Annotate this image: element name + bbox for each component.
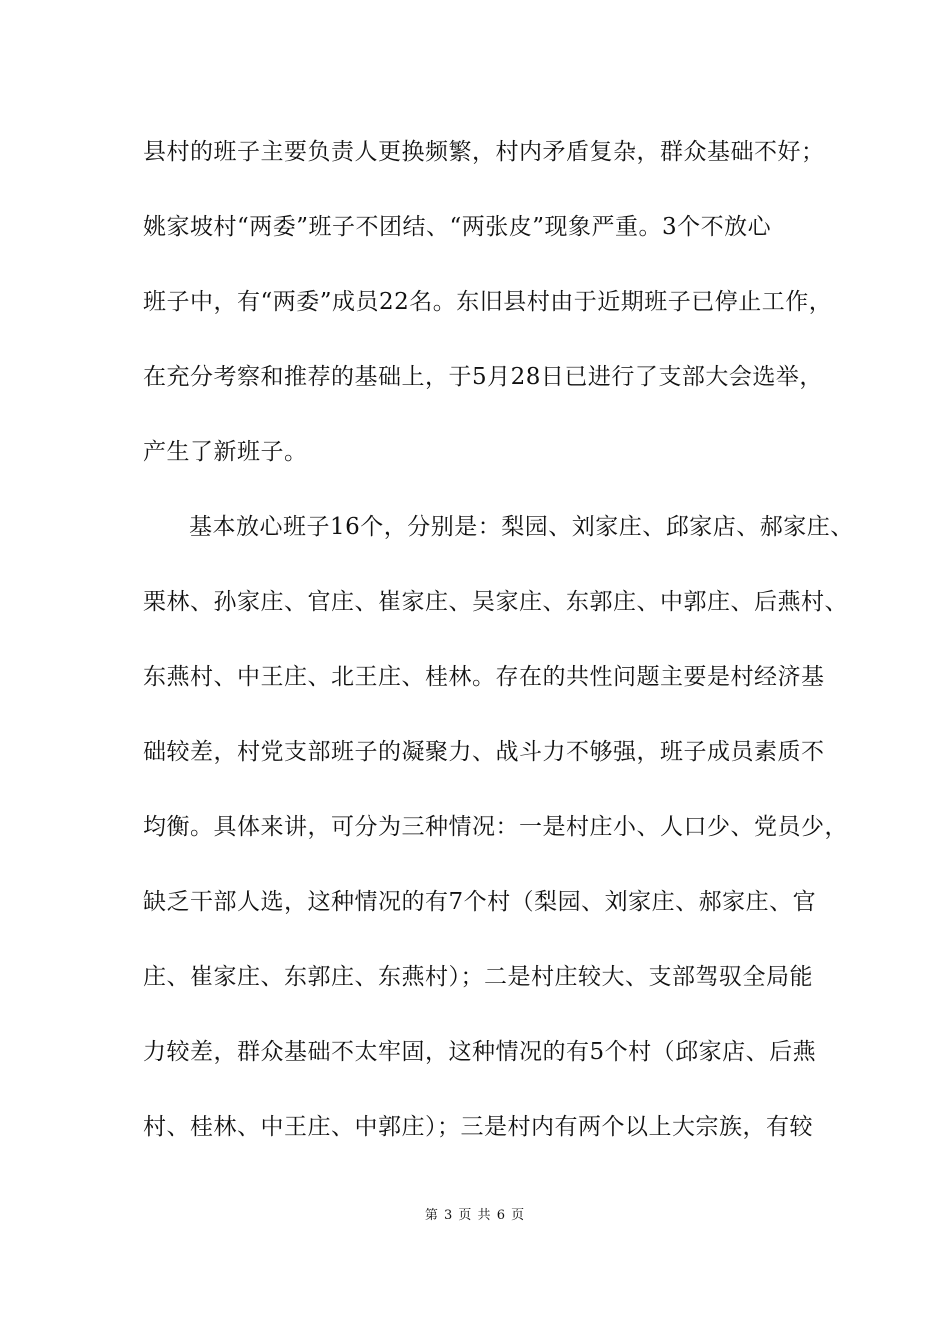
paragraph-line: 庄、崔家庄、东郭庄、东燕村）；二是村庄较大、支部驾驭全局能 <box>143 964 813 990</box>
paragraph-line: 力较差，群众基础不太牢固，这种情况的有5个村（邱家店、后燕 <box>143 1039 817 1065</box>
page-number-footer: 第 3 页 共 6 页 <box>424 1208 526 1223</box>
paragraph-line: 县村的班子主要负责人更换频繁，村内矛盾复杂，群众基础不好； <box>143 139 825 165</box>
paragraph-line: 均衡。具体来讲，可分为三种情况：一是村庄小、人口少、党员少， <box>143 814 848 840</box>
paragraph-line: 姚家坡村“两委”班子不团结、“两张皮”现象严重。3个不放心 <box>143 214 772 240</box>
paragraph-line: 村、桂林、中王庄、中郭庄）；三是村内有两个以上大宗族，有较 <box>143 1114 813 1140</box>
paragraph-line: 缺乏干部人选，这种情况的有7个村（梨园、刘家庄、郝家庄、官 <box>143 889 817 915</box>
paragraph-line: 班子中，有“两委”成员22名。东旧县村由于近期班子已停止工作， <box>143 289 833 315</box>
paragraph-line: 栗林、孙家庄、官庄、崔家庄、吴家庄、东郭庄、中郭庄、后燕村、 <box>143 589 848 615</box>
paragraph-line-indented: 基本放心班子16个，分别是：梨园、刘家庄、邱家店、郝家庄、 <box>189 514 854 540</box>
paragraph-line: 东燕村、中王庄、北王庄、桂林。存在的共性问题主要是村经济基 <box>143 664 825 690</box>
paragraph-line: 产生了新班子。 <box>143 439 308 465</box>
paragraph-line: 在充分考察和推荐的基础上，于5月28日已进行了支部大会选举， <box>143 364 823 390</box>
paragraph-line: 础较差，村党支部班子的凝聚力、战斗力不够强，班子成员素质不 <box>143 739 825 765</box>
